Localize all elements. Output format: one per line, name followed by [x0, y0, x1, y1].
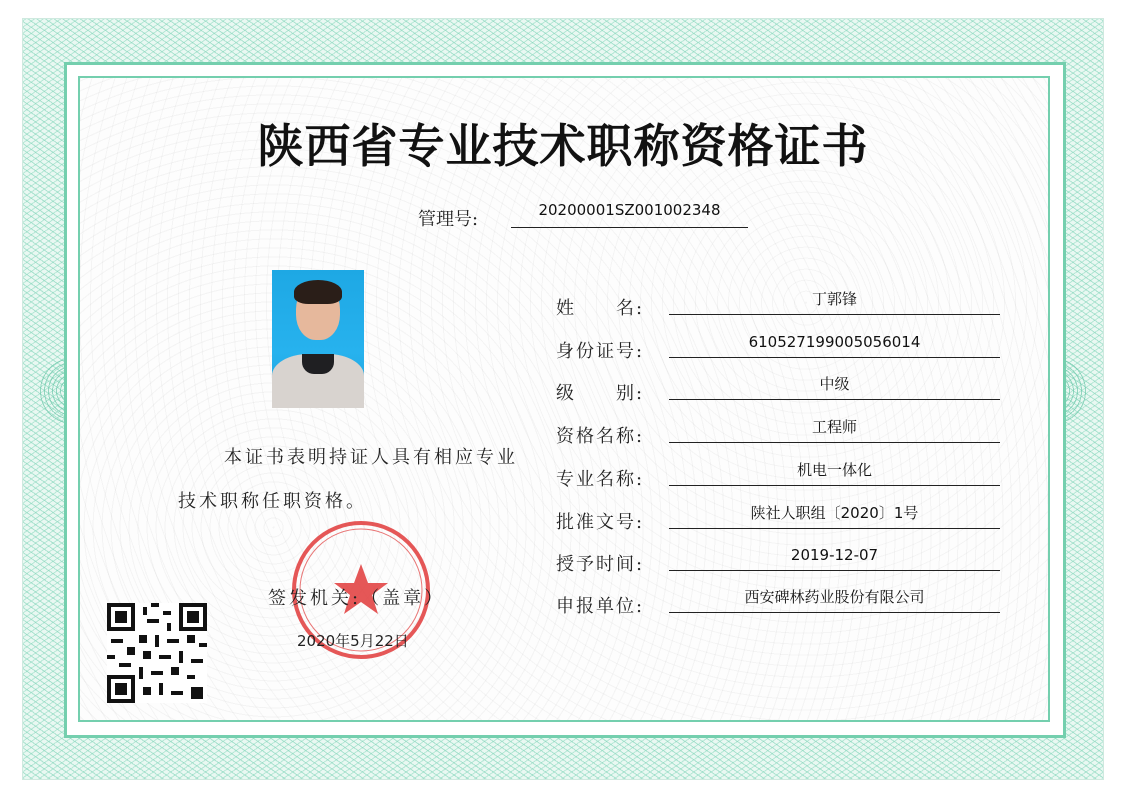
field-approval-number	[556, 500, 1006, 540]
field-specialty	[556, 457, 1006, 497]
field-level-value: 中级	[669, 371, 1000, 400]
field-approval-number-label: 批准文号:	[556, 512, 645, 533]
field-id-number-label: 身份证号:	[556, 341, 645, 362]
field-qualification-label: 资格名称:	[556, 426, 645, 447]
field-qualification-value: 工程师	[669, 414, 1000, 443]
management-number-label: 管理号:	[418, 209, 479, 230]
field-approval-number-value: 陕社人职组〔2020〕1号	[669, 500, 1000, 529]
certificate-title: 陕西省专业技术职称资格证书	[257, 119, 869, 173]
photo-hair	[294, 280, 342, 304]
field-grant-date	[556, 542, 1006, 582]
field-name	[556, 286, 1006, 326]
photo-collar	[302, 354, 334, 374]
field-level-label: 级 别:	[556, 383, 645, 404]
field-grant-date-value: 2019-12-07	[669, 542, 1000, 571]
field-specialty-label: 专业名称:	[556, 469, 645, 490]
field-id-number	[556, 329, 1006, 369]
issuer-label: 签发机关:（盖章）	[268, 588, 446, 609]
field-applicant-unit-label: 申报单位:	[556, 596, 645, 617]
field-name-label: 姓 名:	[556, 298, 645, 319]
holder-photo	[272, 270, 364, 408]
qr-code	[107, 603, 207, 703]
management-number: 20200001SZ001002348	[511, 201, 748, 228]
field-grant-date-label: 授予时间:	[556, 554, 645, 575]
issue-date: 2020年5月22日	[297, 632, 409, 650]
certificate-statement: 本证书表明持证人具有相应专业技术职称任职资格。	[178, 447, 518, 512]
field-name-value: 丁郭锋	[669, 286, 1000, 315]
field-specialty-value: 机电一体化	[669, 457, 1000, 486]
field-level	[556, 371, 1006, 411]
field-qualification	[556, 414, 1006, 454]
field-applicant-unit	[556, 584, 1006, 624]
field-applicant-unit-value: 西安碑林药业股份有限公司	[669, 584, 1000, 613]
field-id-number-value: 610527199005056014	[669, 329, 1000, 358]
